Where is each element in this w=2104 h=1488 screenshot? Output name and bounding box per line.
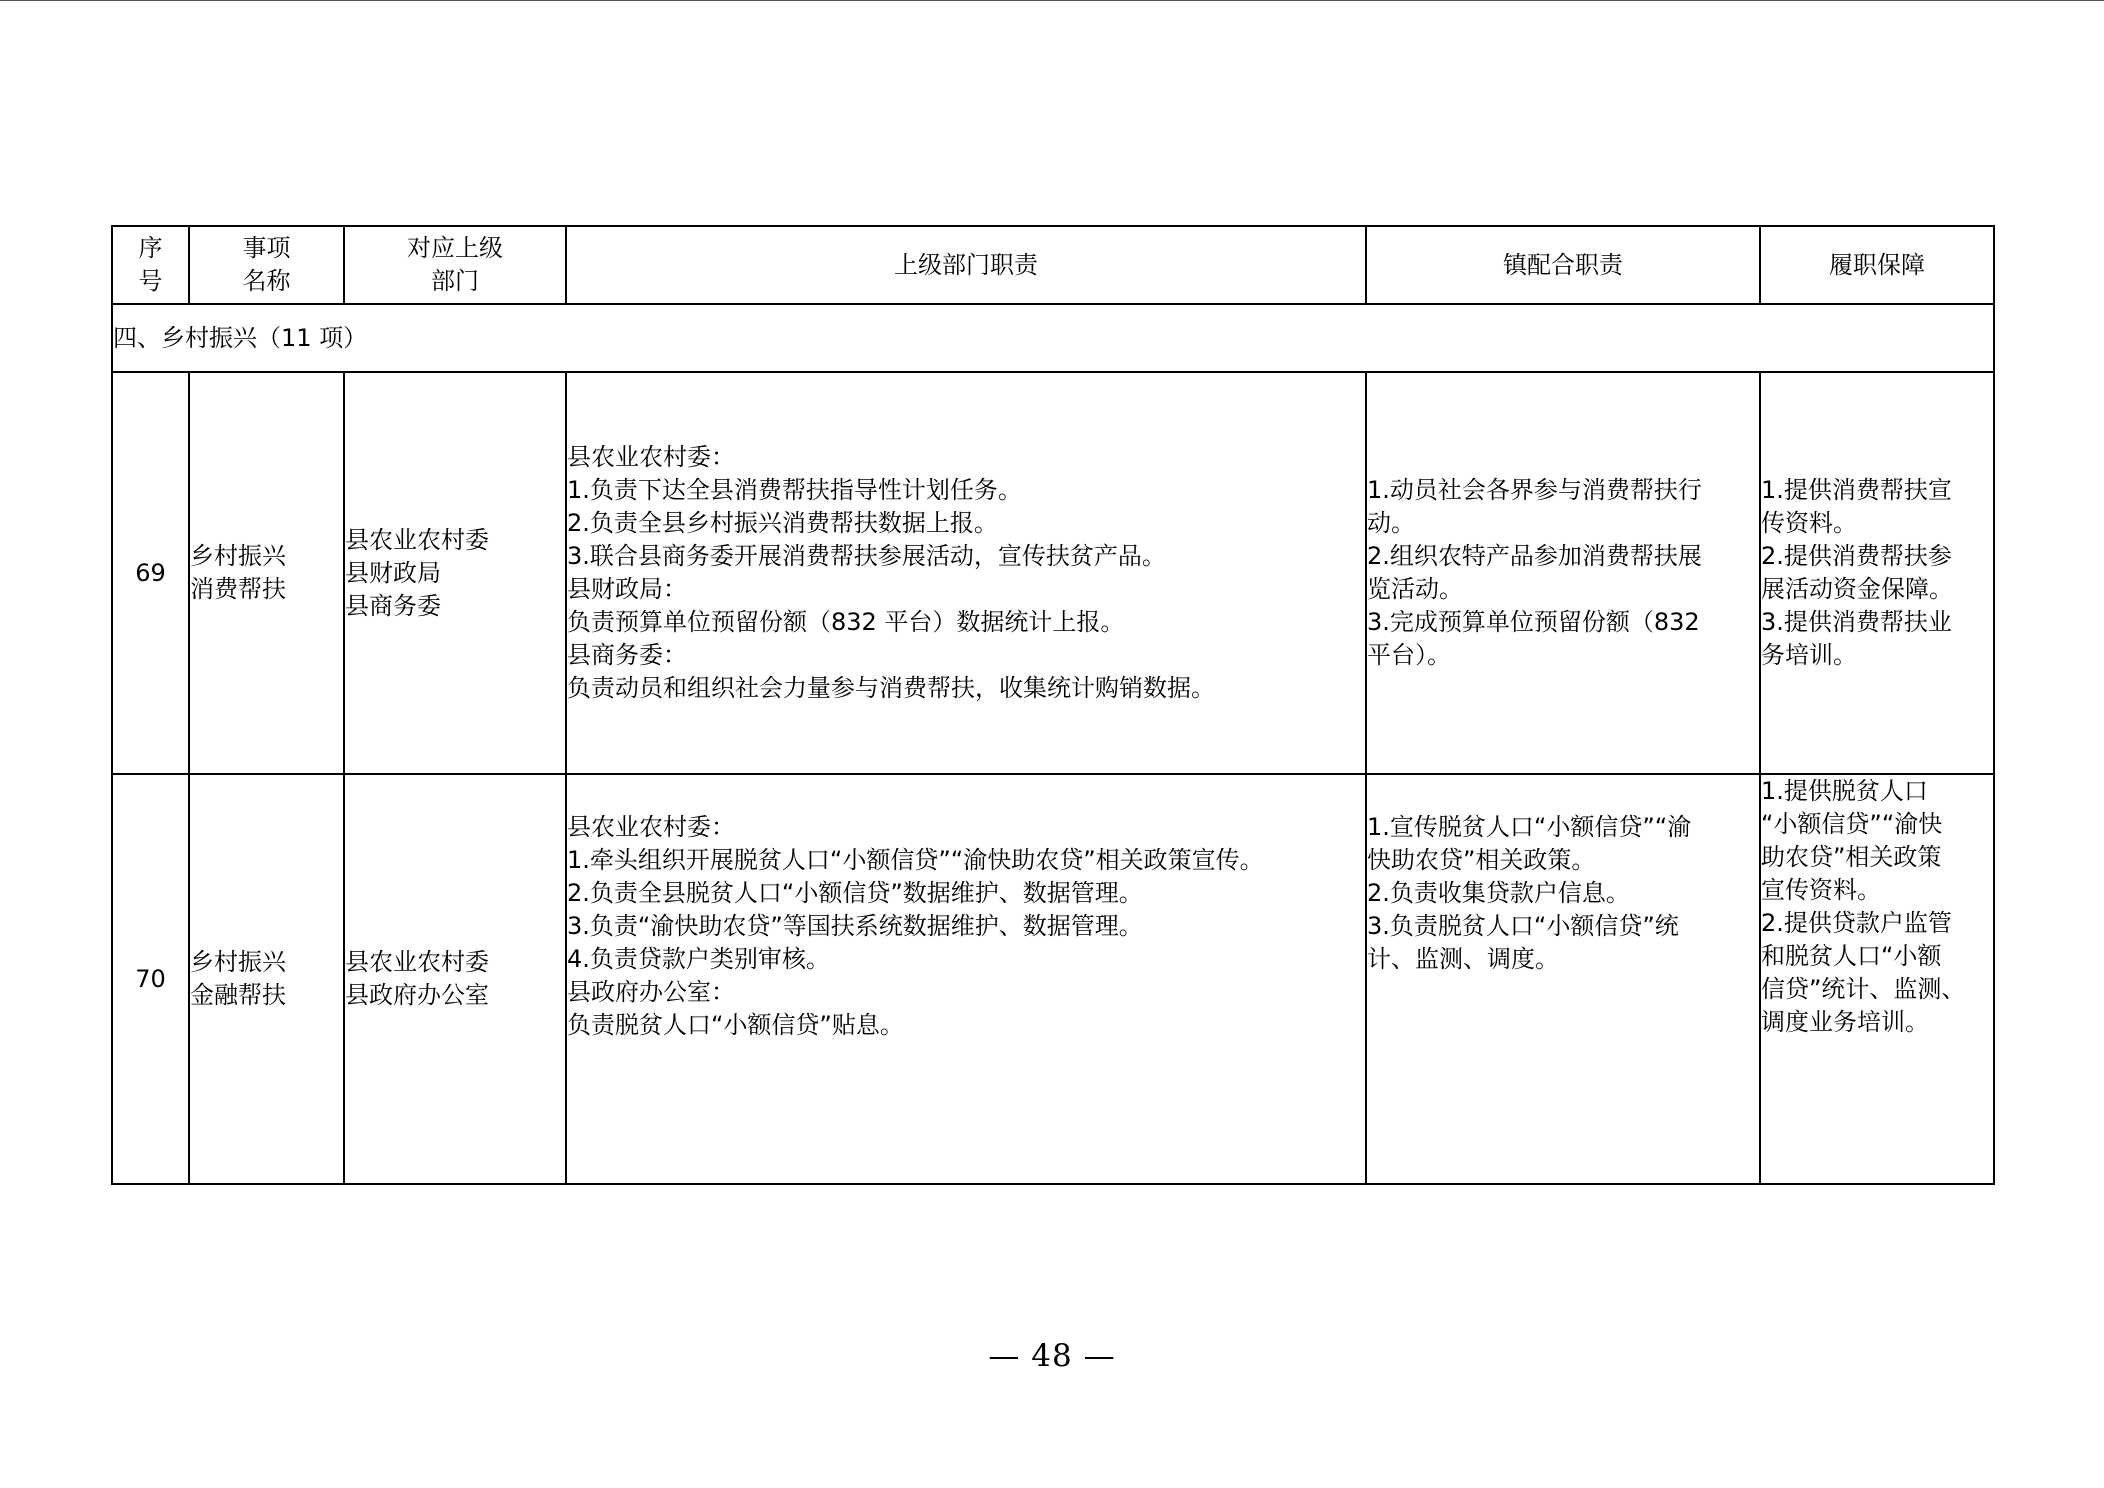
top-border-line [0,0,2104,1]
superior-duty-cell: 县农业农村委： 1.负责下达全县消费帮扶指导性计划任务。 2.负责全县乡村振兴消费帮扶数据上报。 3.联合县商务委开展消费帮扶参展活动，宣传扶贫产品。 县财政局： 负责预算单位预留份额（832 平台）数据统计上报。 县商务委： 负责动员和组织社会力量参与消费帮扶，收集统计购销数据。 [566,372,1366,774]
item-name-cell: 乡村振兴 金融帮扶 [189,774,344,1184]
page-number: — 48 — [988,1338,1116,1374]
table-row [112,774,1994,1184]
superior-dept-cell: 县农业农村委 县政府办公室 [344,774,566,1184]
guarantee-cell: 1.提供脱贫人口 “小额信贷”“渝快 助农贷”相关政策 宣传资料。 2.提供贷款户监管 和脱贫人口“小额 信贷”统计、监测、 调度业务培训。 [1760,774,1994,1184]
header-superior-dept: 对应上级 部门 [344,226,566,304]
superior-dept-cell: 县农业农村委 县财政局 县商务委 [344,372,566,774]
header-town-coop-duty: 镇配合职责 [1366,226,1760,304]
header-seq: 序 号 [112,226,189,304]
duty-table [111,225,1995,1185]
guarantee-cell: 1.提供消费帮扶宣 传资料。 2.提供消费帮扶参 展活动资金保障。 3.提供消费帮扶业 务培训。 [1760,372,1994,774]
table-row [112,372,1994,774]
item-name-cell: 乡村振兴 消费帮扶 [189,372,344,774]
header-item-name: 事项 名称 [189,226,344,304]
town-coop-duty-cell: 1.动员社会各界参与消费帮扶行 动。 2.组织农特产品参加消费帮扶展 览活动。 3.完成预算单位预留份额（832 平台）。 [1366,372,1760,774]
superior-duty-cell: 县农业农村委： 1.牵头组织开展脱贫人口“小额信贷”“渝快助农贷”相关政策宣传。 2.负责全县脱贫人口“小额信贷”数据维护、数据管理。 3.负责“渝快助农贷”等国扶系统数据维护、数据管理。 4.负责贷款户类别审核。 县政府办公室： 负责脱贫人口“小额信贷”贴息。 [566,774,1366,1184]
section-row [112,304,1994,372]
header-guarantee: 履职保障 [1760,226,1994,304]
header-superior-duty: 上级部门职责 [566,226,1366,304]
section-title: 四、乡村振兴（11 项） [112,304,1994,372]
table-header-row [112,226,1994,304]
row-number: 70 [112,774,189,1184]
town-coop-duty-cell: 1.宣传脱贫人口“小额信贷”“渝 快助农贷”相关政策。 2.负责收集贷款户信息。 3.负责脱贫人口“小额信贷”统 计、监测、调度。 [1366,774,1760,1184]
row-number: 69 [112,372,189,774]
